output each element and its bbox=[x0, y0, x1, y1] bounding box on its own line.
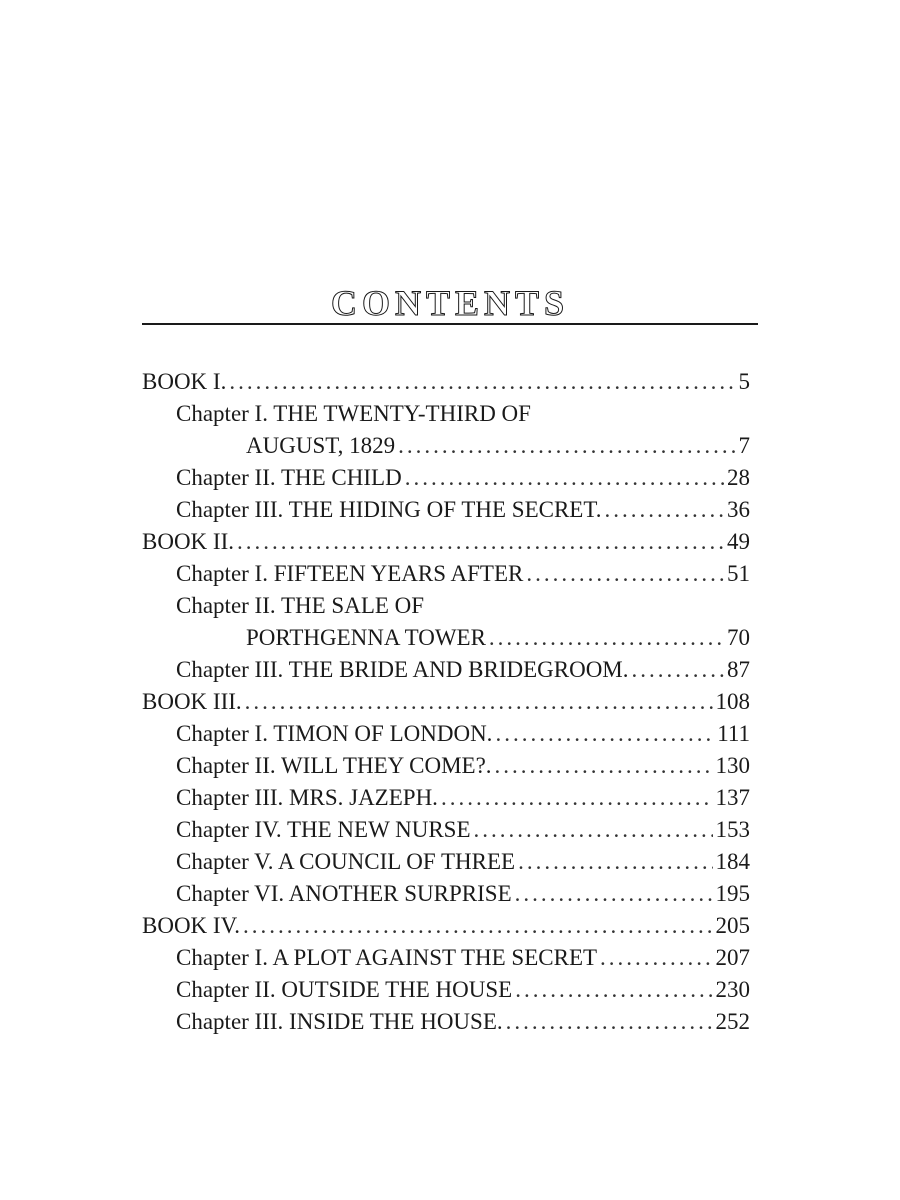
dot-leader bbox=[229, 366, 735, 398]
dot-leader bbox=[245, 686, 713, 718]
toc-entry-label: AUGUST, 1829 bbox=[246, 433, 396, 458]
dot-leader bbox=[489, 622, 724, 654]
toc-page-number: 153 bbox=[715, 817, 750, 842]
toc-entry-label: Chapter IV. THE NEW NURSE bbox=[176, 817, 471, 842]
toc-chapter-entry bbox=[142, 1006, 750, 1038]
toc-page-number: 5 bbox=[738, 369, 750, 394]
toc-entry-label: Chapter VI. ANOTHER SURPRISE bbox=[176, 881, 512, 906]
dot-leader bbox=[518, 846, 712, 878]
dot-leader bbox=[405, 462, 724, 494]
toc-chapter-entry bbox=[142, 494, 750, 526]
dot-leader bbox=[515, 878, 713, 910]
toc-entry-label: BOOK III. bbox=[142, 689, 242, 714]
toc-page-number: 7 bbox=[738, 433, 750, 458]
dot-leader bbox=[604, 494, 724, 526]
toc-entry-label: Chapter II. THE CHILD bbox=[176, 465, 402, 490]
toc-book-entry bbox=[142, 366, 750, 398]
toc-entry-label: Chapter I. FIFTEEN YEARS AFTER bbox=[176, 561, 524, 586]
toc-page-number: 111 bbox=[717, 721, 750, 746]
toc-page-number: 230 bbox=[715, 977, 750, 1002]
toc-entry-label: BOOK II. bbox=[142, 529, 234, 554]
toc-entry-label: Chapter II. THE SALE OF bbox=[176, 593, 425, 618]
toc-entry-label: Chapter V. A COUNCIL OF THREE bbox=[176, 849, 516, 874]
toc-entry-label: PORTHGENNA TOWER bbox=[246, 625, 486, 650]
toc-page-number: 184 bbox=[715, 849, 750, 874]
toc-book-entry bbox=[142, 526, 750, 558]
toc-chapter-entry bbox=[142, 398, 750, 462]
toc-chapter-entry bbox=[142, 814, 750, 846]
toc-page-number: 130 bbox=[715, 753, 750, 778]
toc-entry-label: Chapter I. TIMON OF LONDON. bbox=[176, 721, 493, 746]
toc-entry-label: Chapter II. WILL THEY COME?. bbox=[176, 753, 492, 778]
dot-leader bbox=[398, 430, 735, 462]
toc-page-number: 137 bbox=[715, 785, 750, 810]
toc-entry-label: Chapter II. OUTSIDE THE HOUSE bbox=[176, 977, 513, 1002]
dot-leader bbox=[506, 1006, 713, 1038]
toc-book-entry bbox=[142, 910, 750, 942]
toc-page-number: 28 bbox=[727, 465, 750, 490]
toc-entry-label: Chapter III. INSIDE THE HOUSE. bbox=[176, 1009, 503, 1034]
toc-chapter-entry bbox=[142, 462, 750, 494]
page-title: CONTENTS bbox=[330, 283, 570, 324]
toc-chapter-entry bbox=[142, 846, 750, 878]
toc-page-number: 87 bbox=[727, 657, 750, 682]
dot-leader bbox=[237, 526, 724, 558]
toc-entry-label: Chapter III. MRS. JAZEPH. bbox=[176, 785, 438, 810]
dot-leader bbox=[441, 782, 713, 814]
dot-leader bbox=[243, 910, 713, 942]
toc-page-number: 49 bbox=[727, 529, 750, 554]
toc-page-number: 205 bbox=[715, 913, 750, 938]
toc-chapter-entry bbox=[142, 654, 750, 686]
toc-book-entry bbox=[142, 686, 750, 718]
toc-page-number: 108 bbox=[715, 689, 750, 714]
toc-chapter-entry bbox=[142, 782, 750, 814]
toc-page-number: 195 bbox=[715, 881, 750, 906]
toc-page-number: 36 bbox=[727, 497, 750, 522]
dot-leader bbox=[600, 942, 712, 974]
toc-entry-label: Chapter III. THE HIDING OF THE SECRET. bbox=[176, 497, 602, 522]
toc-chapter-entry bbox=[142, 878, 750, 910]
toc-chapter-entry bbox=[142, 750, 750, 782]
toc-page-number: 70 bbox=[727, 625, 750, 650]
toc-entry-label: BOOK IV. bbox=[142, 913, 240, 938]
dot-leader bbox=[515, 974, 712, 1006]
dot-leader bbox=[495, 718, 714, 750]
toc-page-number: 207 bbox=[715, 945, 750, 970]
dot-leader bbox=[495, 750, 713, 782]
dot-leader bbox=[474, 814, 713, 846]
toc-entry-label: Chapter III. THE BRIDE AND BRIDEGROOM. bbox=[176, 657, 629, 682]
toc-chapter-entry bbox=[142, 718, 750, 750]
toc-entry-label: Chapter I. A PLOT AGAINST THE SECRET bbox=[176, 945, 598, 970]
toc-chapter-entry bbox=[142, 942, 750, 974]
toc-page-number: 252 bbox=[715, 1009, 750, 1034]
dot-leader bbox=[526, 558, 724, 590]
toc-page-number: 51 bbox=[727, 561, 750, 586]
toc-chapter-entry bbox=[142, 590, 750, 654]
toc-entry-label: BOOK I. bbox=[142, 369, 227, 394]
title-rule bbox=[142, 323, 758, 325]
toc-chapter-entry bbox=[142, 558, 750, 590]
dot-leader bbox=[632, 654, 724, 686]
table-of-contents bbox=[142, 366, 750, 1038]
toc-entry-label: Chapter I. THE TWENTY-THIRD OF bbox=[176, 401, 531, 426]
toc-chapter-entry bbox=[142, 974, 750, 1006]
